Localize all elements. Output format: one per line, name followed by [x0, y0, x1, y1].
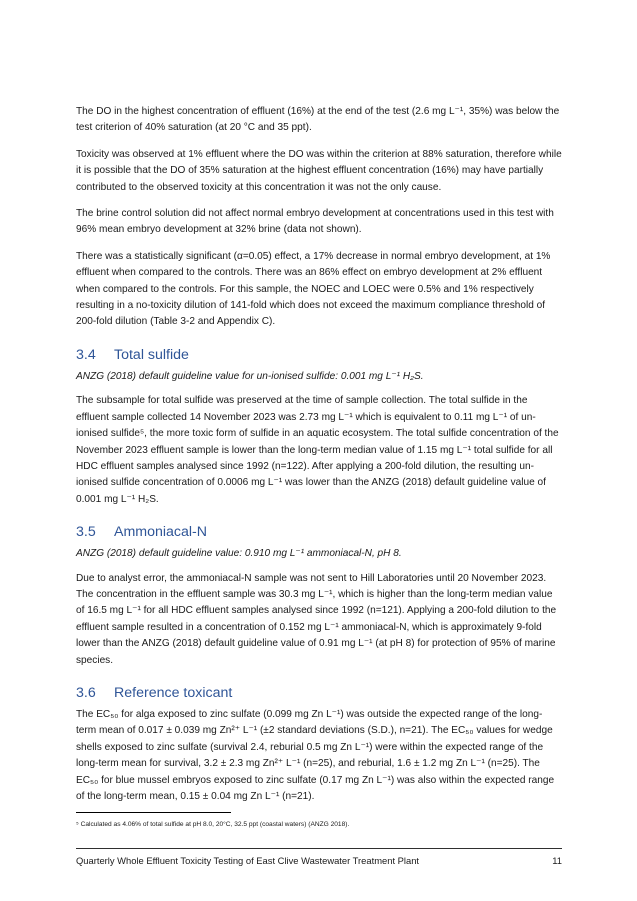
page-body — [76, 104, 562, 815]
section-number: 3.5 — [76, 524, 96, 541]
paragraph-do-highest: The DO in the highest concentration of effluent (16%) at the end of the test (2.6 mg L⁻¹, 35%) was below the test criterion of 40% saturation (at 20 °C and 35 ppt). — [76, 106, 560, 134]
footer-divider — [76, 848, 562, 849]
footnote: ⁵ Calculated as 4.06% of total sulfide at pH 8.0, 20°C, 32.5 ppt (coastal waters) (ANZG 2018). — [76, 821, 350, 828]
guideline-sulfide: ANZG (2018) default guideline value for un-ionised sulfide: 0.001 mg L⁻¹ H₂S. — [76, 370, 424, 382]
paragraph-reference-toxicant: The EC₅₀ for alga exposed to zinc sulfate (0.099 mg Zn L⁻¹) was outside the expected range of the long-term mean of 0.017 ± 0.039 mg Zn²⁺ L⁻¹ (±2 standard deviations (S.D.), n=21). The EC₅₀ values for wedge shells exposed to zinc sulfate (survival 2.4, reburial 0.5 mg Zn L⁻¹) were within the expected range of the long-term mean for survival, 3.2 ± 2.3 mg Zn²⁺ L⁻¹ (n=25), and reburial, 1.6 ± 1.2 mg Zn L⁻¹ (n=25). The EC₅₀ for blue mussel embryos exposed to zinc sulfate (0.17 mg Zn L⁻¹) was also within the expected range of the long-term mean, 0.15 ± 0.04 mg Zn L⁻¹ (n=21). — [76, 708, 555, 802]
section-number: 3.4 — [76, 346, 96, 363]
guideline-ammonia: ANZG (2018) default guideline value: 0.910 mg L⁻¹ ammoniacal-N, pH 8. — [76, 548, 402, 560]
page-number: 11 — [552, 855, 562, 866]
footer-title: Quarterly Whole Effluent Toxicity Testing of East Clive Wastewater Treatment Plant — [76, 855, 420, 866]
paragraph-sulfide: The subsample for total sulfide was preserved at the time of sample collection. The total sulfide in the effluent sample collected 14 November 2023 was 2.73 mg L⁻¹ which is equivalent to 0.11 mg L⁻¹ of un-ionised sulfide⁵, the more toxic form of sulfide in an aquatic ecosystem. The total sulfide concentration of the November 2023 effluent sample is lower than the long-term median value of 1.15 mg L⁻¹ total sulfide for all HDC effluent samples analysed since 1992 (n=122). After applying a 200-fold dilution, the resulting un-ionised sulfide concentration of 0.0006 mg L⁻¹ was lower than the ANZG (2018) default guideline value of 0.001 mg L⁻¹ H₂S. — [76, 395, 559, 505]
paragraph-brine-control: The brine control solution did not affect normal embryo development at concentrations used in this test with 96% mean embryo development at 32% brine (data not shown). — [76, 208, 554, 236]
page-footer — [76, 854, 562, 867]
section-heading-reference-toxicant — [76, 683, 562, 703]
section-title: Ammoniacal-N — [114, 524, 208, 541]
paragraph-toxicity: Toxicity was observed at 1% effluent where the DO was within the criterion at 88% saturation, therefore while it is possible that the DO of 35% saturation at the highest effluent concentration (16%) may have partially contributed to the observed toxicity at this concentration it was not the only cause. — [76, 148, 562, 193]
paragraph-ammonia: Due to analyst error, the ammoniacal-N sample was not sent to Hill Laboratories until 20 November 2023. The concentration in the effluent sample was 30.3 mg L⁻¹, which is higher than the long-term median value of 16.5 mg L⁻¹ for all HDC effluent samples analysed since 1992 (n=121). Applying a 200-fold dilution to the effluent sample resulted in a concentration of 0.152 mg L⁻¹ ammoniacal-N, which is approximately 9-fold lower than the ANZG (2018) default guideline value of 0.91 mg L⁻¹ (at pH 8) for protection of 95% of marine species. — [76, 572, 557, 666]
section-title: Reference toxicant — [114, 684, 233, 701]
paragraph-significance: There was a statistically significant (α=0.05) effect, a 17% decrease in normal embryo development, at 1% effluent when compared to the controls. There was an 86% effect on embryo development at 2% effluent when compared to the controls. For this sample, the NOEC and LOEC were 0.5% and 1% respectively resulting in a no-toxicity dilution of 141-fold which does not exceed the maximum compliance threshold of 200-fold dilution (Table 3-2 and Appendix C). — [76, 250, 551, 328]
footnote-divider — [76, 812, 231, 813]
section-number: 3.6 — [76, 684, 96, 701]
section-title: Total sulfide — [114, 346, 189, 363]
section-heading-ammoniacal-n — [76, 522, 562, 542]
section-heading-total-sulfide — [76, 345, 562, 365]
